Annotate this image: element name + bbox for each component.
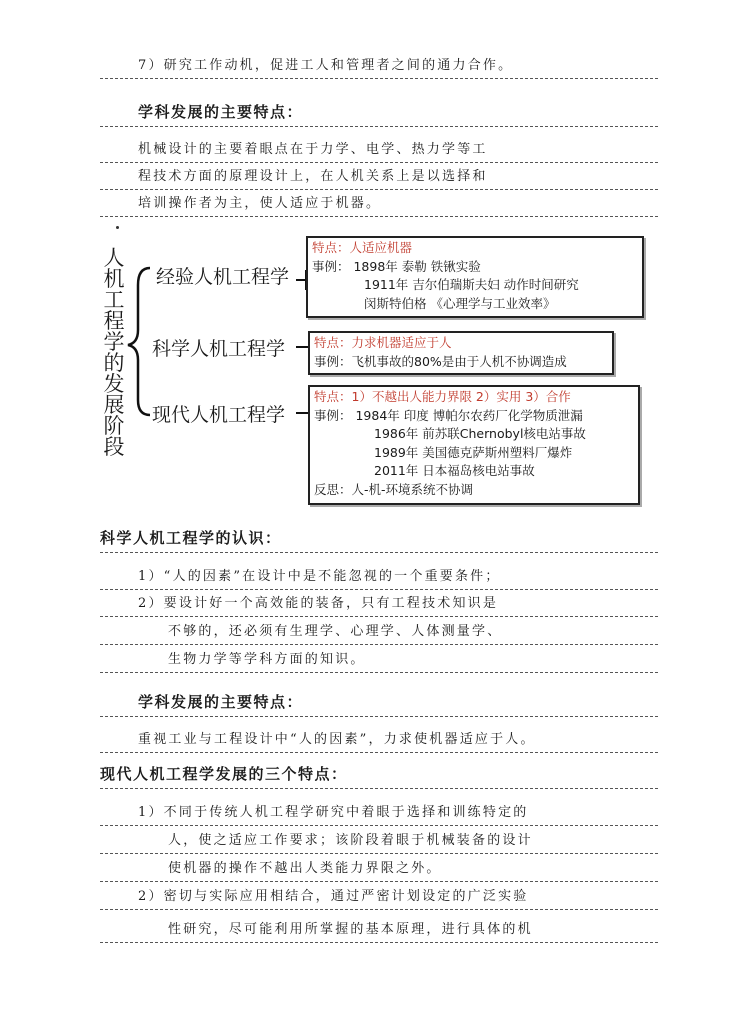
paragraph-text: 机械设计的主要着眼点在于力学、电学、热力学等工: [138, 142, 488, 157]
branch-label-scientific: 科学人机工程学: [152, 338, 286, 360]
box-empirical-row: 事例： 1898年 泰勒 铁锹实验: [312, 258, 481, 274]
paragraph-text: 重视工业与工程设计中“人的因素”，力求使机器适应于人。: [138, 732, 536, 747]
paragraph-text: 人，使之适应工作要求；该阶段着眼于机械装备的设计: [168, 833, 533, 848]
vertical-title-char: 机: [103, 267, 125, 291]
diagram-vertical-title: [103, 248, 125, 458]
paragraph-text: 培训操作者为主，使人适应于机器。: [138, 196, 382, 211]
box-scientific-row: 事例：飞机事故的80%是由于人机不协调造成: [314, 353, 567, 369]
box-modern-reflection: 反思：人-机-环境系统不协调: [314, 481, 474, 497]
box-scientific-feature: 特点：力求机器适应于人: [314, 335, 452, 350]
branch-label-modern: 现代人机工程学: [152, 404, 286, 426]
box-modern-row: 1989年 美国德克萨斯州塑料厂爆炸: [374, 444, 573, 460]
box-modern-feature: 特点：1）不越出人能力界限 2）实用 3）合作: [314, 389, 571, 404]
box-empirical: [306, 236, 644, 318]
vertical-title-char: 段: [103, 435, 125, 459]
vertical-title-char: 程: [103, 309, 125, 333]
section-heading: 科学人机工程学的认识：: [100, 529, 282, 547]
vertical-title-char: 工: [103, 288, 125, 312]
paragraph-text: 性研究，尽可能利用所掌握的基本原理，进行具体的机: [168, 922, 533, 937]
box-modern-row: 1986年 前苏联Chernobyl核电站事故: [374, 426, 586, 441]
vertical-title-char: 展: [103, 393, 125, 417]
paragraph-text: 生物力学等学科方面的知识。: [168, 652, 366, 667]
paragraph-text: 7）研究工作动机，促进工人和管理者之间的通力合作。: [138, 58, 514, 73]
paragraph-text: 2）要设计好一个高效能的装备，只有工程技术知识是: [138, 596, 499, 611]
main-brace: [128, 268, 150, 415]
box-empirical-feature: 特点：人适应机器: [312, 240, 413, 255]
vertical-title-char: 人: [103, 246, 125, 270]
section-heading: 学科发展的主要特点：: [138, 693, 304, 711]
paragraph-text: 1）“人的因素”在设计中是不能忽视的一个重要条件；: [138, 569, 501, 584]
box-modern-row: 2011年 日本福岛核电站事故: [374, 463, 535, 478]
box-scientific: [308, 331, 614, 375]
section-heading: 学科发展的主要特点：: [138, 103, 304, 121]
paragraph-text: 程技术方面的原理设计上，在人机关系上是以选择和: [138, 169, 488, 184]
box-empirical-row: 1911年 吉尔伯瑞斯夫妇 动作时间研究: [364, 277, 579, 292]
vertical-title-char: 发: [103, 372, 125, 396]
box-modern: [308, 385, 640, 505]
vertical-title-char: 学: [103, 330, 125, 354]
paragraph-text: 使机器的操作不越出人类能力界限之外。: [168, 861, 442, 876]
paragraph-text: 不够的，还必须有生理学、心理学、人体测量学、: [168, 624, 503, 639]
vertical-title-char: 的: [103, 351, 125, 375]
paragraph-text: 1）不同于传统人机工程学研究中着眼于选择和训练特定的: [138, 805, 529, 820]
section-heading: 现代人机工程学发展的三个特点：: [100, 765, 348, 783]
box-modern-row: 事例： 1984年 印度 博帕尔农药厂化学物质泄漏: [314, 407, 583, 423]
paragraph-text: 2）密切与实际应用相结合，通过严密计划设定的广泛实验: [138, 889, 529, 904]
box-empirical-row: 闵斯特伯格 《心理学与工业效率》: [364, 295, 556, 311]
vertical-title-char: 阶: [103, 414, 125, 438]
branch-label-empirical: 经验人机工程学: [156, 266, 290, 288]
